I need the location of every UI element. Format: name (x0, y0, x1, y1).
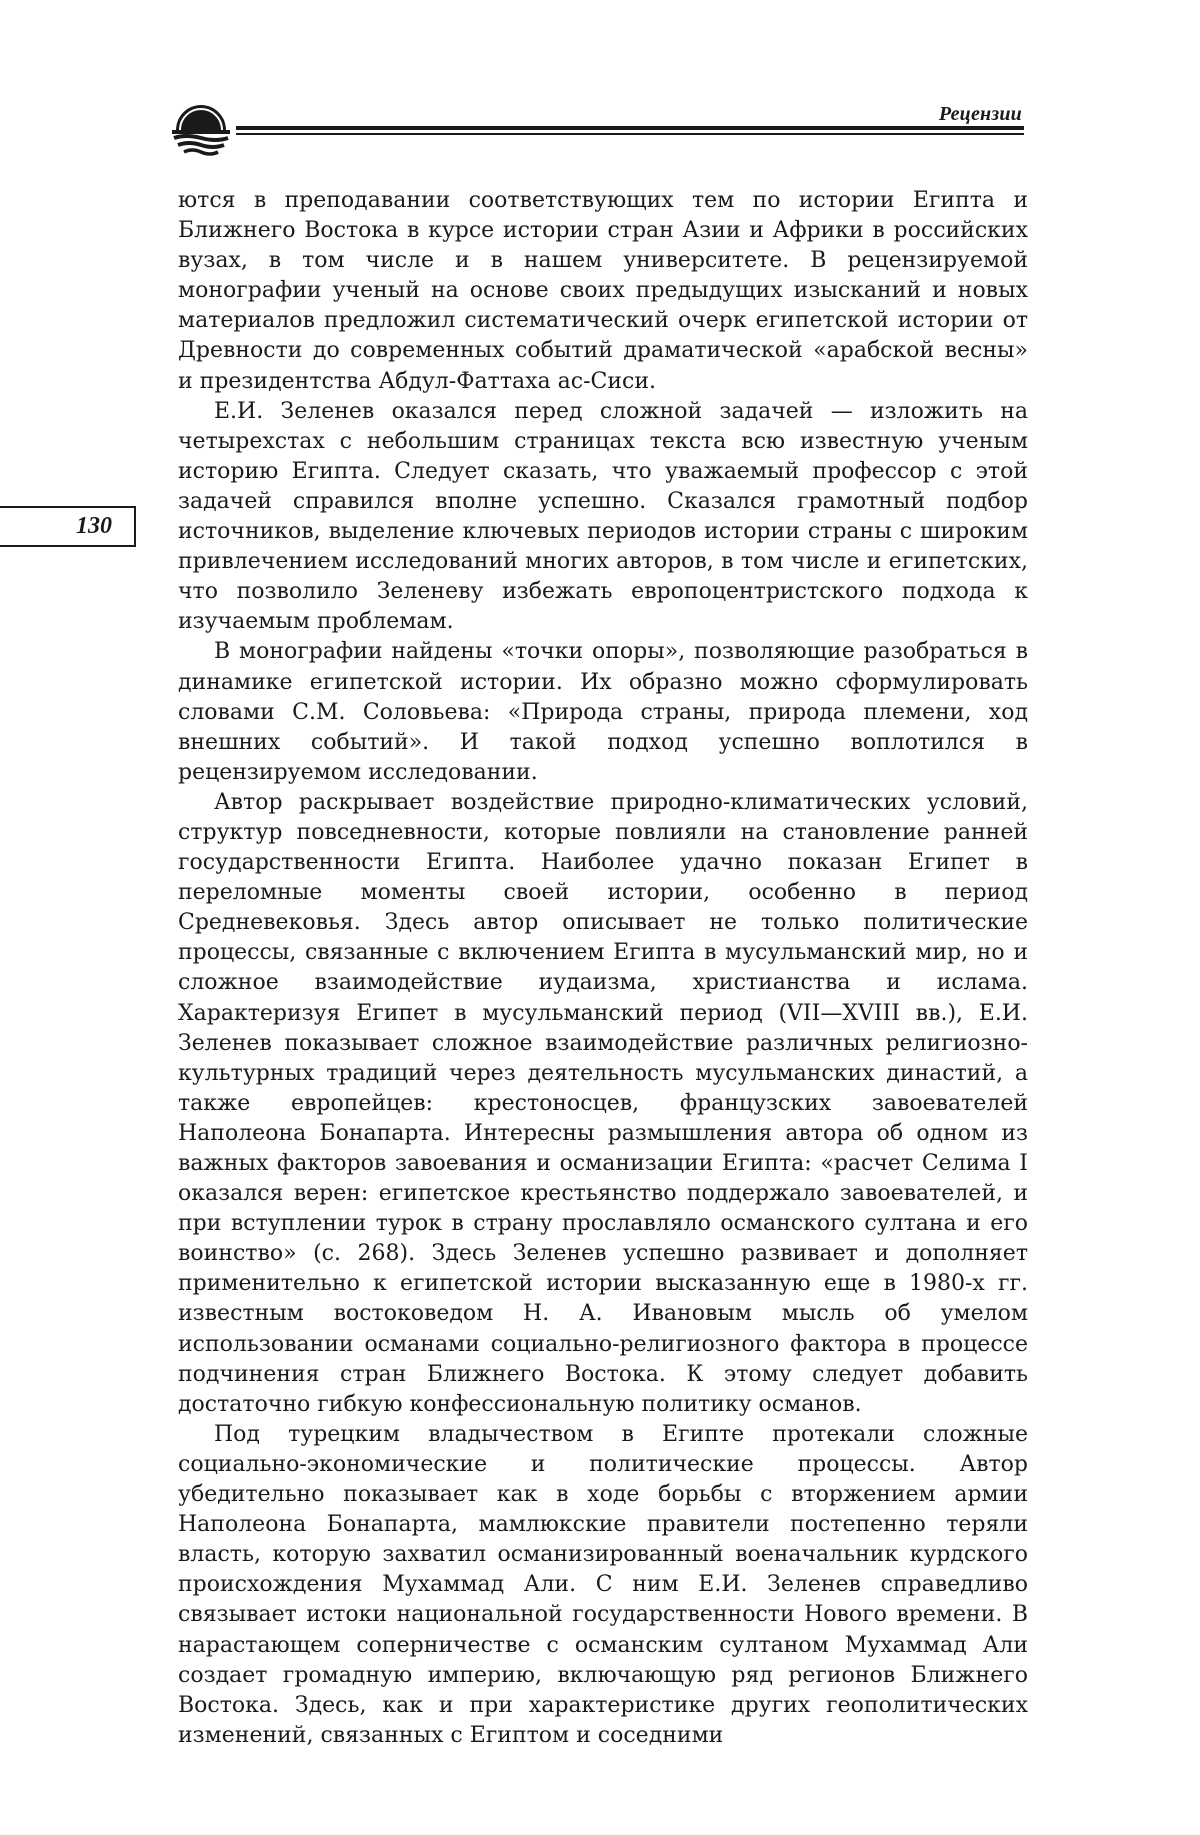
journal-logo-icon (170, 100, 232, 160)
section-label: Рецензии (938, 103, 1022, 125)
article-body (178, 186, 1028, 1751)
paragraph-4: Автор раскрывает воздействие природно-климатических условий, структур повседневности, которые повлияли на становление ранней государственности Египта. Наиболее удачно показан Египет в переломные моменты своей истории, особенно в период Средневековья. Здесь автор описывает не только политические процессы, связанные с включением Египта в мусульманский мир, но и сложное взаимодействие иудаизма, христианства и ислама. Характеризуя Египет в мусульманский период (VII—XVIII вв.), Е.И. Зеленев показывает сложное взаимодействие различных религиозно-культурных традиций через деятельность мусульманских династий, а также европейцев: крестоносцев, французских завоевателей Наполеона Бонапарта. Интересны размышления автора об одном из важных факторов завоевания и османизации Египта: «расчет Селима I оказался верен: египетское крестьянство поддержало завоевателей, и при вступлении турок в страну прославляло османского султана и его воинство» (с. 268). Здесь Зеленев успешно развивает и дополняет применительно к египетской истории высказанную еще в 1980-х гг. известным востоковедом Н. А. Ивановым мысль об умелом использовании османами социально-религиозного фактора в процессе подчинения стран Ближнего Востока. К этому следует добавить достаточно гибкую конфессиональную политику османов. (178, 789, 1028, 1417)
paragraph-2: Е.И. Зеленев оказался перед сложной задачей — изложить на четырехстах с небольшим страницах текста всю известную ученым историю Египта. Следует сказать, что уважаемый профессор с этой задачей справился вполне успешно. Сказался грамотный подбор источников, выделение ключевых периодов истории страны с широким привлечением исследований многих авторов, в том числе и египетских, что позволило Зеленеву избежать европоцентристского подхода к изучаемым проблемам. (178, 398, 1028, 635)
paragraph-5: Под турецким владычеством в Египте протекали сложные социально-экономические и политические процессы. Автор убедительно показывает как в ходе борьбы с вторжением армии Наполеона Бонапарта, мамлюкские правители постепенно теряли власть, которую захватил османизированный военачальник курдского происхождения Мухаммад Али. С ним Е.И. Зеленев справедливо связывает истоки национальной государственности Нового времени. В нарастающем соперничестве с османским султаном Мухаммад Али создает громадную империю, включающую ряд регионов Ближнего Востока. Здесь, как и при характеристике других геополитических изменений, связанных с Египтом и соседними (178, 1421, 1028, 1748)
page-number-box (0, 506, 136, 547)
paragraph-3: В монографии найдены «точки опоры», позволяющие разобраться в динамике египетской истории. Их образно можно сформулировать словами С.М. Соловьева: «Природа страны, природа племени, ход внешних событий». И такой подход успешно воплотился в рецензируемом исследовании. (178, 639, 1028, 785)
header-rule-thick (236, 126, 1024, 130)
page-number: 130 (76, 513, 112, 539)
paragraph-1: ются в преподавании соответствующих тем по истории Египта и Ближнего Востока в курсе истории стран Азии и Африки в российских вузах, в том числе и в нашем университете. В рецензируемой монографии ученый на основе своих предыдущих изысканий и новых материалов предложил систематический очерк египетской истории от Древности до современных событий драматической «арабской весны» и президентства Абдул-Фаттаха ас-Сиси. (178, 188, 1028, 394)
header-rule-thin (236, 133, 1024, 135)
